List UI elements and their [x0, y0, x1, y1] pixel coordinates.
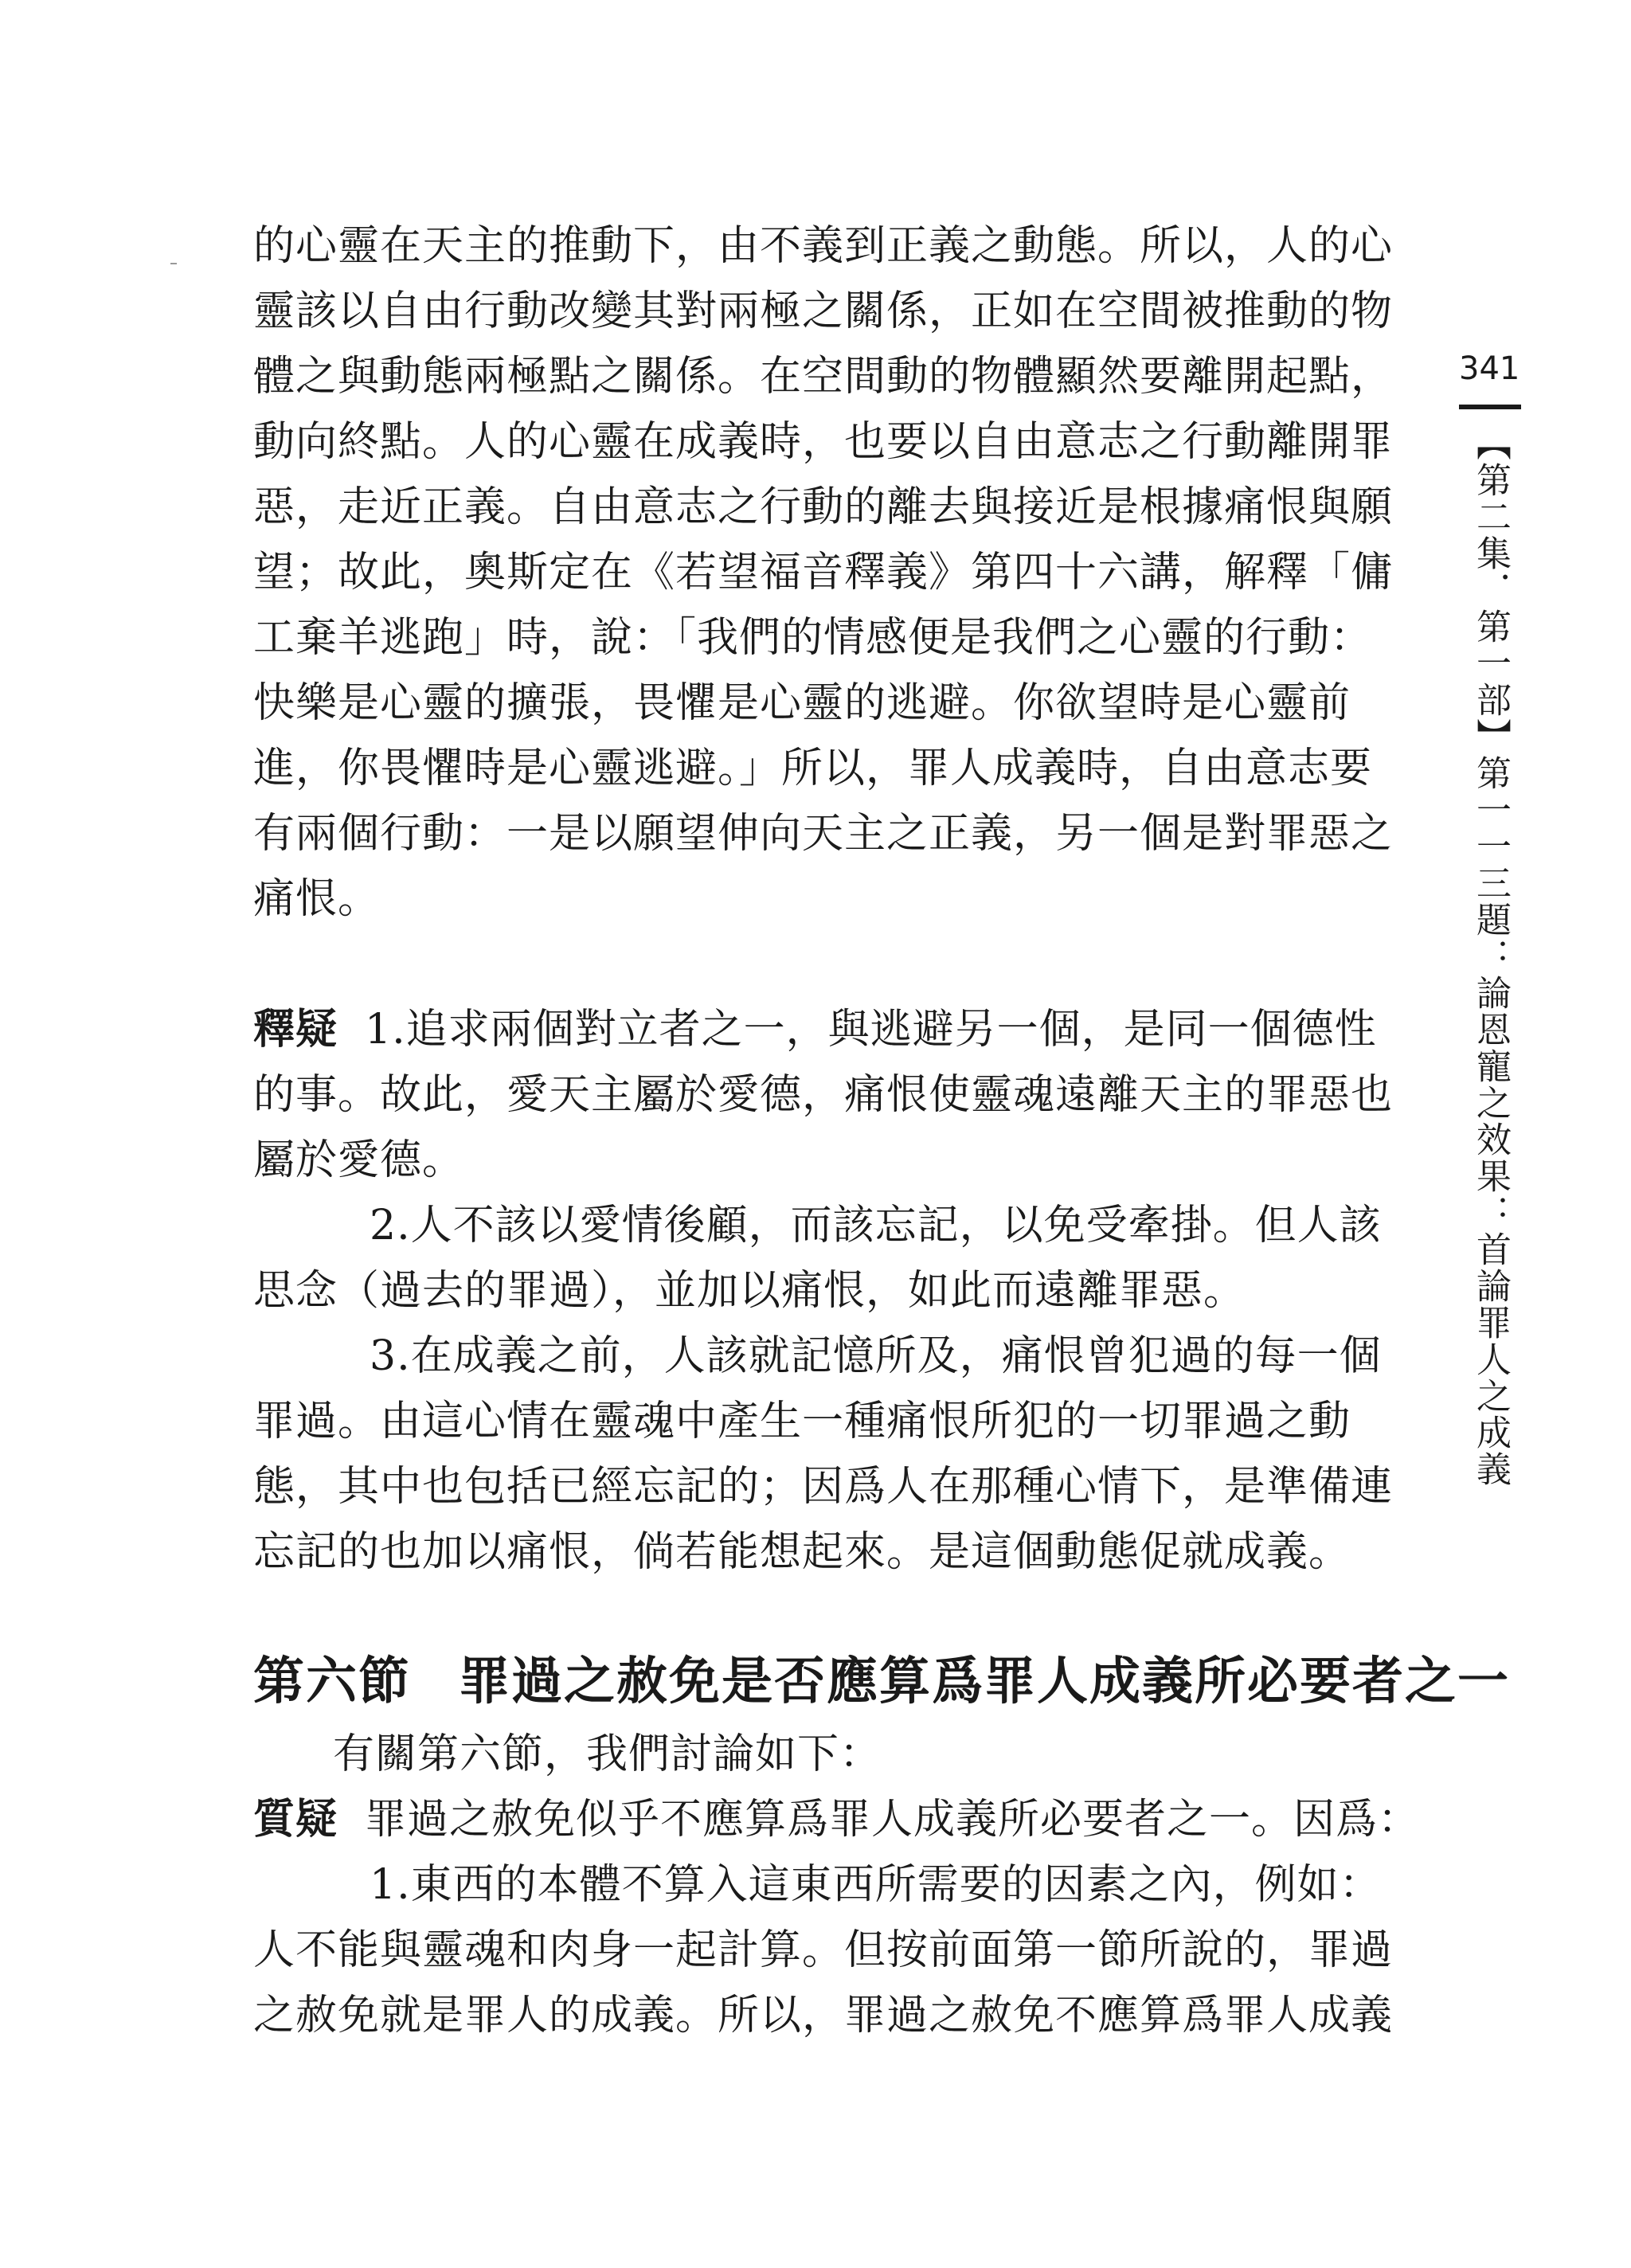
text-line: 罪過。由這心情在靈魂中產生一種痛恨所犯的一切罪過之動	[253, 1398, 1351, 1445]
text-line: 有兩個行動：一是以願望伸向天主之正義，另一個是對罪惡之	[253, 810, 1394, 858]
text-line: 之赦免就是罪人的成義。所以，罪過之赦免不應算爲罪人成義	[253, 1992, 1394, 2039]
text-line: 快樂是心靈的擴張，畏懼是心靈的逃避。你欲望時是心靈前	[253, 679, 1351, 727]
text-line: 惡，走近正義。自由意志之行動的離去與接近是根據痛恨與願	[253, 483, 1394, 531]
scan-speck	[170, 263, 177, 264]
text-line: 痛恨。	[253, 875, 381, 923]
text-line: 人不能與靈魂和肉身一起計算。但按前面第一節所說的，罪過	[253, 1926, 1394, 1974]
text-line: 態，其中也包括已經忘記的；因爲人在那種心情下，是準備連	[253, 1463, 1394, 1511]
text-line: 望；故此，奧斯定在《若望福音釋義》第四十六講，解釋「傭	[253, 549, 1394, 596]
section-title-text: 罪過之赦免是否應算爲罪人成義所必要者之一	[459, 1652, 1510, 1711]
text-span: 1.追求兩個對立者之一，與逃避另一個，是同一個德性	[365, 1006, 1377, 1054]
objection-label: 質疑	[253, 1795, 338, 1844]
text-line: 忘記的也加以痛恨，倘若能想起來。是這個動態促就成義。	[253, 1528, 1351, 1576]
text-line: 動向終點。人的心靈在成義時，也要以自由意志之行動離開罪	[253, 418, 1394, 466]
paragraph-gap	[253, 932, 1416, 997]
text-line: 3.在成義之前，人該就記憶所及，痛恨曾犯過的每一個	[370, 1332, 1382, 1380]
objection-first-line	[253, 1787, 1421, 1852]
reply-item-1-line	[253, 997, 1416, 1062]
text-span: 罪過之赦免似乎不應算爲罪人成義所必要者之一。因爲：	[365, 1796, 1421, 1844]
reply-label: 釋疑	[253, 1005, 338, 1054]
section-title	[253, 1642, 1510, 1722]
running-head: 【第二集．第一部】第一一三題：論恩寵之效果：首論罪人之成義	[1470, 425, 1511, 1488]
section-gap	[253, 1585, 1416, 1633]
page-number: 341	[1459, 350, 1520, 387]
text-line: 思念（過去的罪過），並加以痛恨，如此而遠離罪惡。	[253, 1267, 1246, 1315]
text-line: 的事。故此，愛天主屬於愛德，痛恨使靈魂遠離天主的罪惡也	[253, 1071, 1394, 1119]
section-intro: 有關第六節，我們討論如下：	[333, 1730, 882, 1778]
header-rule	[1459, 405, 1521, 409]
text-line: 1.東西的本體不算入這東西所需要的因素之內，例如：	[370, 1861, 1382, 1909]
reply-section	[253, 997, 1416, 1585]
text-line: 進，你畏懼時是心靈逃避。」所以，罪人成義時，自由意志要	[253, 745, 1373, 792]
text-line: 體之與動態兩極點之關係。在空間動的物體顯然要離開起點，	[253, 353, 1394, 401]
text-line: 靈該以自由行動改變其對兩極之關係，正如在空間被推動的物	[253, 287, 1394, 335]
text-line: 的心靈在天主的推動下，由不義到正義之動態。所以，人的心	[253, 222, 1394, 270]
section-number: 第六節	[253, 1652, 411, 1711]
objection-section	[253, 1787, 1421, 2048]
text-line: 2.人不該以愛情後顧，而該忘記，以免受牽掛。但人該	[370, 1202, 1382, 1249]
paragraph-1	[253, 213, 1416, 932]
text-line: 屬於愛德。	[253, 1136, 465, 1184]
text-line: 工棄羊逃跑」時，說：「我們的情感便是我們之心靈的行動：	[253, 614, 1373, 662]
